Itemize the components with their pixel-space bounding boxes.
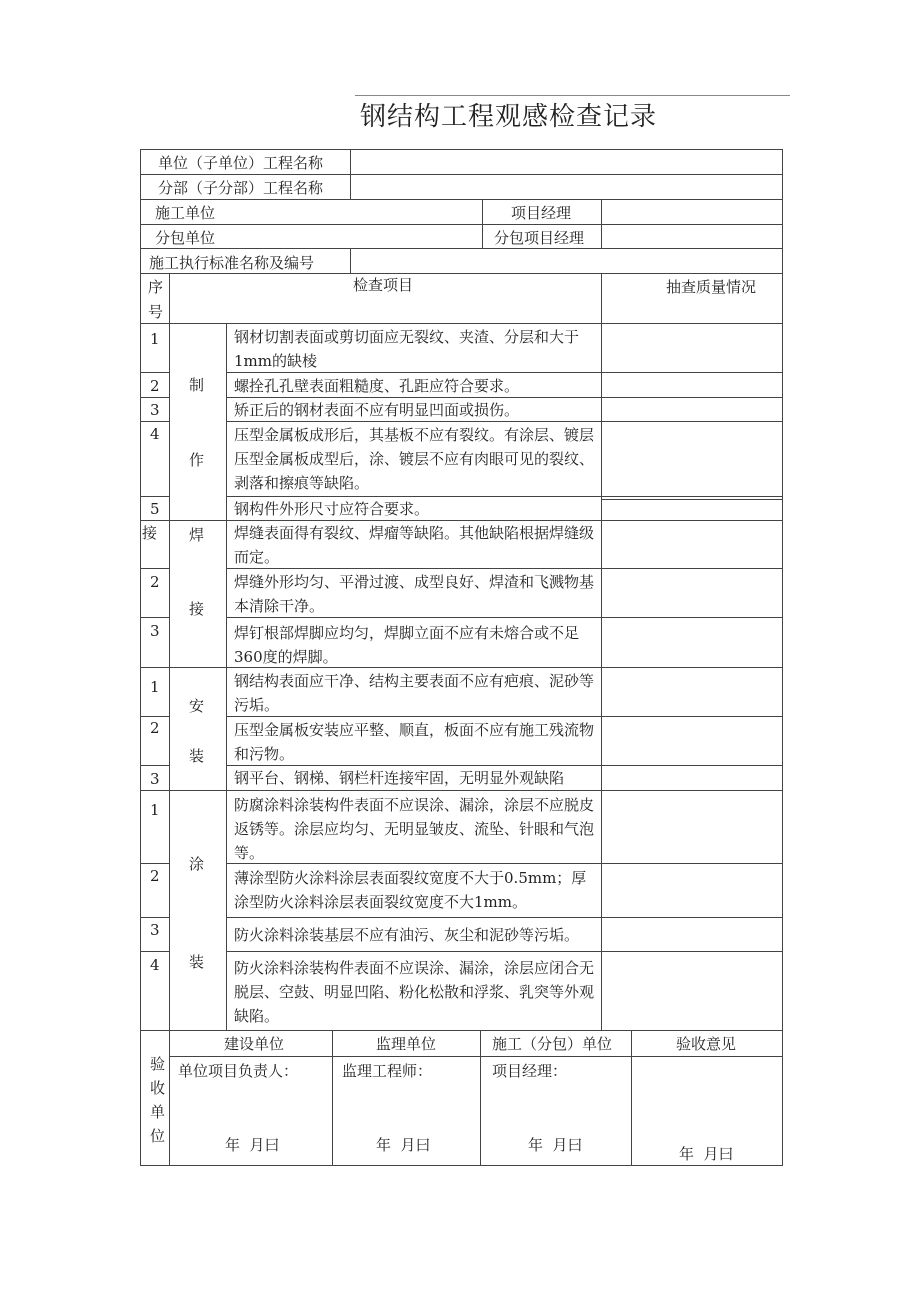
inspection-item-text: 压型金属板安装应平整、顺直，板面不应有施工残流物和污物。 [234,721,595,763]
acceptance-label-3: 单 [150,1103,166,1121]
row-number: 2 [150,867,160,885]
construction-unit-label: 施工单位 [155,204,216,222]
row-number: 3 [150,622,160,640]
group-welding-2: 接 [189,600,205,618]
row-number: 1 [150,330,160,348]
row-number: 4 [150,956,160,974]
inspection-item-header: 检查项目 [353,276,414,294]
inspection-item-text: 钢构件外形尺寸应符合要求。 [234,500,430,518]
supervisor-engineer-label: 监理工程师： [342,1062,433,1080]
acceptance-label-4: 位 [150,1127,166,1145]
group-fabrication-2: 作 [189,451,205,469]
inspection-item-text: 压型金属板成形后，其基板不应有裂纹。有涂层、镀层压型金属板成型后，涂、镀层不应有肉眼可见的裂纹、剥落和擦痕等缺陷。 [234,426,595,492]
row-number: 3 [150,921,160,939]
owner-leader-label: 单位项目负责人： [178,1062,299,1080]
group-fabrication-1: 制 [189,376,205,394]
acceptance-label-2: 收 [150,1079,166,1097]
date-supervision: 年 月曰 [376,1136,431,1154]
inspection-item-text: 矫正后的钢材表面不应有明显凹面或损伤。 [234,401,520,419]
construction-unit-header: 建设单位 [224,1035,285,1053]
row-number: 3 [150,401,160,419]
row-number: 2 [150,377,160,395]
inspection-item-text: 焊缝外形均匀、平滑过渡、成型良好、焊渣和飞溅物基本清除干净。 [234,573,595,615]
row-number: 5 [150,500,160,518]
acceptance-label-1: 验 [150,1055,166,1073]
inspection-item-text: 钢平台、钢梯、钢栏杆连接牢固，无明显外观缺陷 [234,769,565,787]
row-number: 1 [150,678,160,696]
inspection-item-text: 钢结构表面应干净、结构主要表面不应有疤痕、泥砂等污垢。 [234,672,595,714]
unit-project-label: 单位（子单位）工程名称 [158,154,324,172]
row-number: 3 [150,770,160,788]
group-installation-2: 装 [189,747,205,765]
document-title: 钢结构工程观感检查记录 [360,102,658,132]
inspection-item-text: 防火涂料涂装构件表面不应误涂、漏涂，涂层应闭合无脱层、空鼓、明显凹陷、粉化松散和浮浆、乳突等外观缺陷。 [234,959,595,1025]
date-acceptance: 年 月曰 [679,1145,734,1163]
inspection-item-text: 钢材切割表面或剪切面应无裂纹、夹渣、分层和大于1mm的缺棱 [234,328,580,370]
seq-header-1: 序 [148,278,164,296]
subcontractor-label: 分包单位 [155,229,216,247]
inspection-item-text: 薄涂型防火涂料涂层表面裂纹宽度不大于0.5mm；厚涂型防火涂料涂层表面裂纹宽度不大1mm。 [234,869,587,911]
inspection-item-text: 防火涂料涂装基层不应有油污、灰尘和泥砂等污垢。 [234,926,580,944]
project-manager-label: 项目经理 [511,204,572,222]
seq-header-2: 号 [148,303,164,321]
inspection-item-text: 螺拴孔孔壁表面粗糙度、孔距应符合要求。 [234,377,520,395]
row-number: 接 [142,524,158,542]
sub-project-manager-label: 分包项目经理 [494,229,585,247]
row-number: 2 [150,573,160,591]
project-manager-sign-label: 项目经理： [492,1062,568,1080]
acceptance-opinion-header: 验收意见 [676,1035,737,1053]
quality-header: 抽查质量情况 [666,278,757,296]
date-construction: 年 月曰 [225,1136,280,1154]
group-welding-1: 焊 [189,526,205,544]
row-number: 1 [150,801,160,819]
group-coating-2: 装 [189,953,205,971]
sub-project-label: 分部（子分部）工程名称 [158,179,324,197]
row-number: 2 [150,719,160,737]
group-coating-1: 涂 [189,855,205,873]
row-number: 4 [150,425,160,443]
inspection-item-text: 焊钉根部焊脚应均匀，焊脚立面不应有未熔合或不足360度的焊脚。 [234,624,580,666]
standard-label: 施工执行标准名称及编号 [149,254,315,272]
inspection-item-text: 焊缝表面得有裂纹、焊瘤等缺陷。其他缺陷根据焊缝级而定。 [234,524,595,566]
group-installation-1: 安 [189,697,205,715]
contractor-unit-header: 施工（分包）单位 [492,1035,613,1053]
supervision-unit-header: 监理单位 [376,1035,437,1053]
date-contractor: 年 月曰 [528,1136,583,1154]
inspection-item-text: 防腐涂料涂装构件表面不应误涂、漏涂，涂层不应脱皮返锈等。涂层应均匀、无明显皱皮、流坠、针眼和气泡等。 [234,796,595,862]
